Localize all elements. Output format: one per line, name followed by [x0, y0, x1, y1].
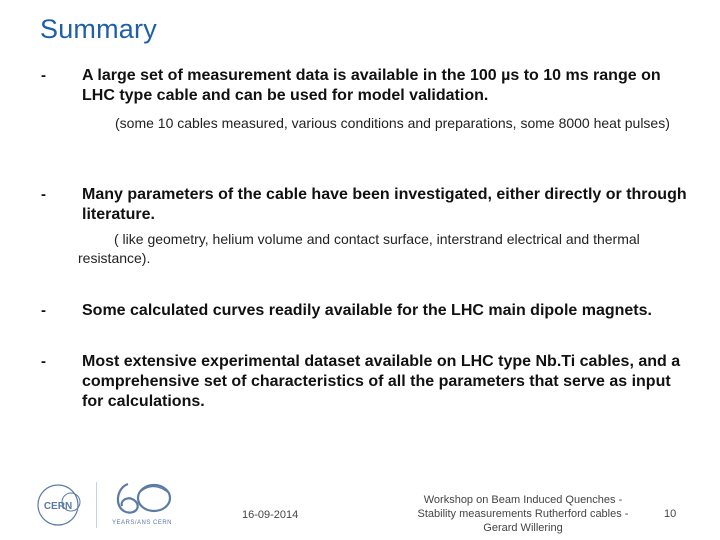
- bullet-text: A large set of measurement data is available in the 100 µs to 10 ms range on LHC type cable and can be used for model validation.: [82, 67, 661, 104]
- slide-title: Summary: [40, 14, 157, 44]
- footer-workshop: Workshop on Beam Induced Quenches - Stability measurements Rutherford cables - Gerard Willering: [417, 494, 629, 534]
- bullet-marker: -: [41, 186, 46, 203]
- bullet-note: ( like geometry, helium volume and contact surface, interstrand electrical and thermal resistance).: [78, 231, 640, 266]
- page-number: 10: [664, 508, 677, 520]
- anniversary-text: YEARS/ANS CERN: [112, 520, 173, 526]
- bullet-note: (some 10 cables measured, various conditions and preparations, some 8000 heat pulses): [115, 115, 670, 131]
- footer-date: 16-09-2014: [242, 509, 299, 521]
- bullet-marker: -: [41, 302, 46, 319]
- cern-logo-text: CERN: [43, 501, 73, 512]
- bullet-marker: -: [41, 353, 46, 370]
- bullet-text: Some calculated curves readily available for the LHC main dipole magnets.: [82, 302, 652, 319]
- cern-logo: [33, 480, 89, 535]
- bullet-text: Most extensive experimental dataset available on LHC type Nb.Ti cables, and a comprehensive set of characteristics of all the parameters that serve as input for calculations.: [82, 353, 681, 410]
- bullet-text: Many parameters of the cable have been investigated, either directly or through literature.: [82, 186, 687, 223]
- logo-divider: [96, 482, 97, 528]
- bullet-marker: -: [41, 67, 46, 84]
- anniversary-logo: [108, 478, 178, 525]
